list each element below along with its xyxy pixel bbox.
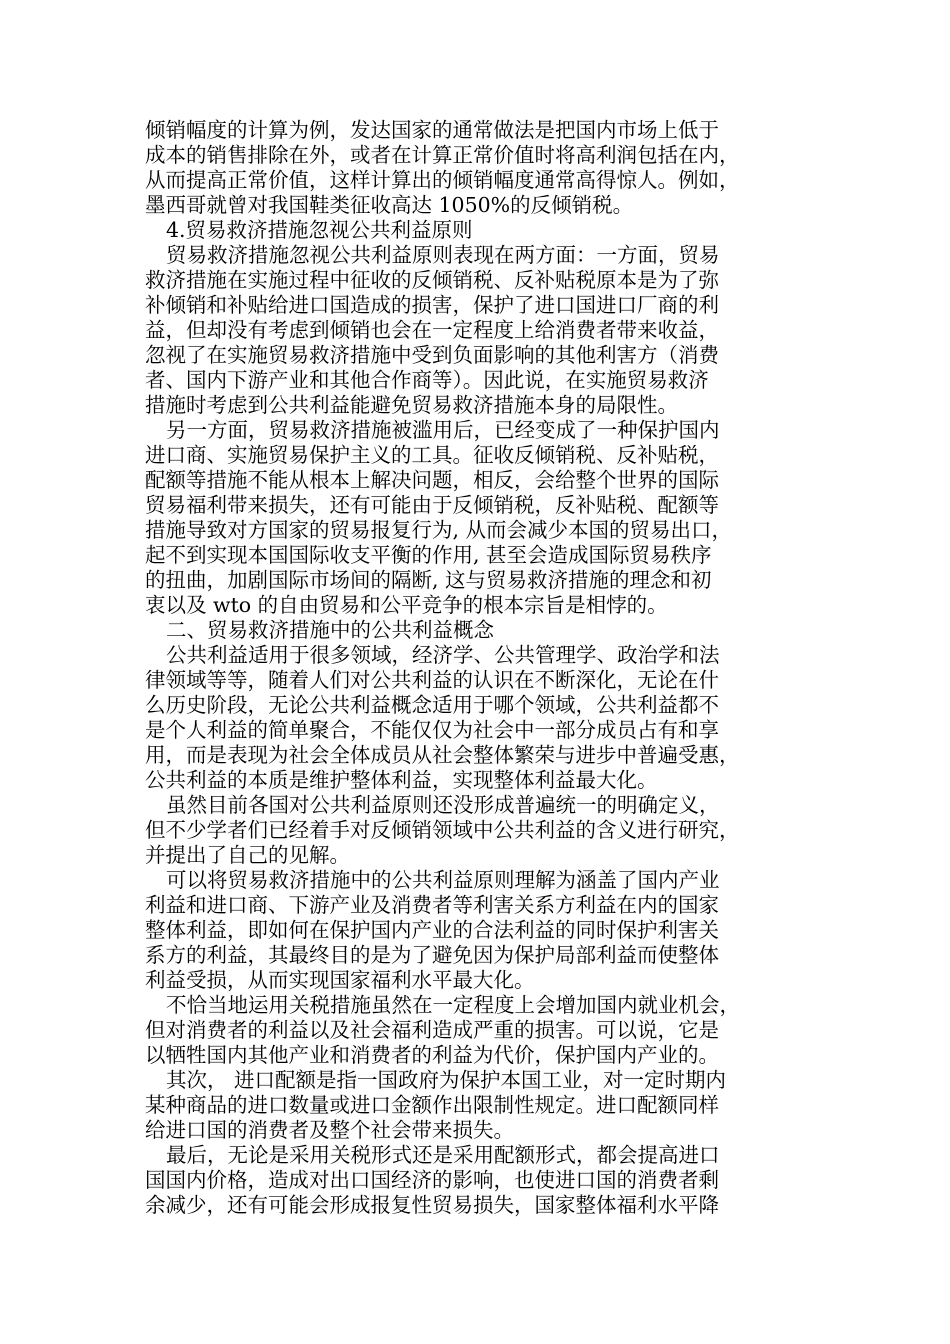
section-heading — [145, 218, 785, 243]
paragraph — [145, 1143, 785, 1218]
text-line: 律领域等等，随着人们对公共利益的认识在不断深化，无论在什 — [145, 668, 719, 692]
text-line: 贸易福利带来损失，还有可能由于反倾销税，反补贴税、配额等 — [145, 493, 719, 517]
text-line: 措施时考虑到公共利益能避免贸易救济措施本身的局限性。 — [145, 393, 678, 417]
text-line: 公共利益的本质是维护整体利益，实现整体利益最大化。 — [145, 768, 658, 792]
text-line: 另一方面，贸易救济措施被滥用后，已经变成了一种保护国内 — [166, 418, 720, 442]
text-line: 是个人利益的简单聚合，不能仅仅为社会中一部分成员占有和享 — [145, 718, 719, 742]
text-line: 公共利益适用于很多领域，经济学、公共管理学、政治学和法 — [166, 643, 720, 667]
text-line: 最后，无论是采用关税形式还是采用配额形式，都会提高进口 — [166, 1143, 720, 1167]
text-line: 但不少学者们已经着手对反倾销领域中公共利益的含义进行研究， — [145, 818, 740, 842]
paragraph — [145, 243, 785, 418]
text-line: 利益和进口商、下游产业及消费者等利害关系方利益在内的国家 — [145, 893, 719, 917]
text-line: 可以将贸易救济措施中的公共利益原则理解为涵盖了国内产业 — [166, 868, 720, 892]
paragraph — [145, 1068, 785, 1143]
text-line: 么历史阶段，无论公共利益概念适用于哪个领域，公共利益都不 — [145, 693, 719, 717]
text-line: 以牺牲国内其他产业和消费者的利益为代价，保护国内产业的。 — [145, 1043, 719, 1067]
text-line: 忽视了在实施贸易救济措施中受到负面影响的其他利害方（消费 — [145, 343, 719, 367]
text-line: 整体利益，即如何在保护国内产业的合法利益的同时保护利害关 — [145, 918, 719, 942]
text-line: 贸易救济措施忽视公共利益原则表现在两方面：一方面，贸易 — [166, 243, 720, 267]
text-line: 倾销幅度的计算为例，发达国家的通常做法是把国内市场上低于 — [145, 118, 719, 142]
text-line: 用，而是表现为社会全体成员从社会整体繁荣与进步中普遍受惠， — [145, 743, 740, 767]
text-line: 并提出了自己的见解。 — [145, 843, 350, 867]
document-page — [145, 118, 785, 1218]
text-line: 系方的利益，其最终目的是为了避免因为保护局部利益而使整体 — [145, 943, 719, 967]
text-line: 措施导致对方国家的贸易报复行为, 从而会减少本国的贸易出口， — [145, 518, 733, 542]
text-line: 虽然目前各国对公共利益原则还没形成普遍统一的明确定义， — [166, 793, 720, 817]
text-line: 成本的销售排除在外，或者在计算正常价值时将高利润包括在内， — [145, 143, 740, 167]
paragraph — [145, 793, 785, 868]
text-line: 二、贸易救济措施中的公共利益概念 — [166, 618, 494, 642]
paragraph — [145, 993, 785, 1068]
text-line: 国国内价格，造成对出口国经济的影响，也使进口国的消费者剩 — [145, 1168, 719, 1192]
paragraph — [145, 868, 785, 993]
text-line: 进口商、实施贸易保护主义的工具。征收反倾销税、反补贴税， — [145, 443, 719, 467]
paragraph — [145, 643, 785, 793]
section-heading — [145, 618, 785, 643]
text-line: 者、国内下游产业和其他合作商等）。因此说，在实施贸易救济 — [145, 368, 709, 392]
text-line: 4.贸易救济措施忽视公共利益原则 — [166, 218, 473, 242]
text-line: 余减少，还有可能会形成报复性贸易损失，国家整体福利水平降 — [145, 1193, 719, 1217]
text-line: 起不到实现本国国际收支平衡的作用, 甚至会造成国际贸易秩序 — [145, 543, 712, 567]
text-line: 的扭曲，加剧国际市场间的隔断, 这与贸易救济措施的理念和初 — [145, 568, 712, 592]
text-line: 其次， 进口配额是指一国政府为保护本国工业，对一定时期内 — [166, 1068, 727, 1092]
paragraph — [145, 418, 785, 618]
text-line: 给进口国的消费者及整个社会带来损失。 — [145, 1118, 514, 1142]
paragraph — [145, 118, 785, 218]
text-line: 救济措施在实施过程中征收的反倾销税、反补贴税原本是为了弥 — [145, 268, 719, 292]
text-line: 衷以及 wto 的自由贸易和公平竞争的根本宗旨是相悖的。 — [145, 593, 668, 617]
text-line: 配额等措施不能从根本上解决问题，相反，会给整个世界的国际 — [145, 468, 719, 492]
text-line: 墨西哥就曾对我国鞋类征收高达 1050%的反倾销税。 — [145, 193, 634, 217]
text-line: 从而提高正常价值，这样计算出的倾销幅度通常高得惊人。例如， — [145, 168, 740, 192]
text-line: 利益受损，从而实现国家福利水平最大化。 — [145, 968, 535, 992]
text-line: 补倾销和补贴给进口国造成的损害，保护了进口国进口厂商的利 — [145, 293, 719, 317]
text-line: 益，但却没有考虑到倾销也会在一定程度上给消费者带来收益， — [145, 318, 719, 342]
text-line: 某种商品的进口数量或进口金额作出限制性规定。进口配额同样 — [145, 1093, 719, 1117]
text-line: 但对消费者的利益以及社会福利造成严重的损害。可以说，它是 — [145, 1018, 719, 1042]
text-line: 不恰当地运用关税措施虽然在一定程度上会增加国内就业机会， — [166, 993, 740, 1017]
